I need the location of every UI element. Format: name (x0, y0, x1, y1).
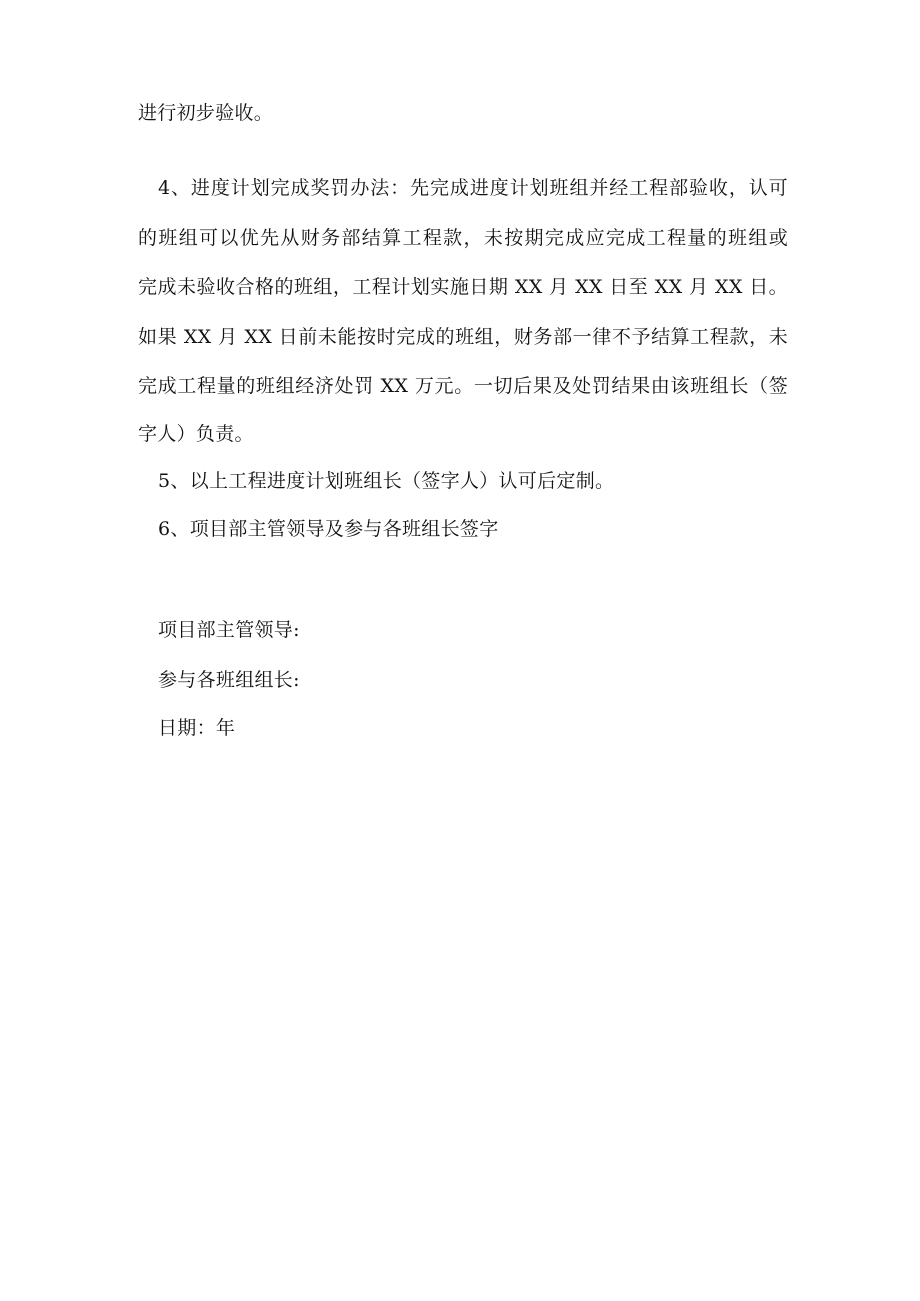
paragraph-line: 4、进度计划完成奖罚办法：先完成进度计划班组并经工程部验收，认可 (158, 177, 788, 199)
team-leaders-signature-label: 参与各班组组长: (158, 669, 300, 691)
paragraph-line: 完成工程量的班组经济处罚 XX 万元。一切后果及处罚结果由该班组长（签 (138, 375, 788, 397)
paragraph-line: 6、项目部主管领导及参与各班组长签字 (158, 518, 499, 540)
leader-signature-label: 项目部主管领导: (158, 619, 300, 641)
paragraph-line: 如果 XX 月 XX 日前未能按时完成的班组，财务部一律不予结算工程款，未 (138, 326, 788, 348)
paragraph-line: 完成未验收合格的班组，工程计划实施日期 XX 月 XX 日至 XX 月 XX 日。 (138, 276, 788, 298)
paragraph-line: 进行初步验收。 (138, 102, 274, 124)
date-label: 日期：年 (158, 717, 236, 739)
paragraph-line: 5、以上工程进度计划班组长（签字人）认可后定制。 (158, 470, 615, 492)
paragraph-line: 的班组可以优先从财务部结算工程款，未按期完成应完成工程量的班组或 (138, 227, 788, 249)
paragraph-line: 字人）负责。 (138, 423, 254, 445)
